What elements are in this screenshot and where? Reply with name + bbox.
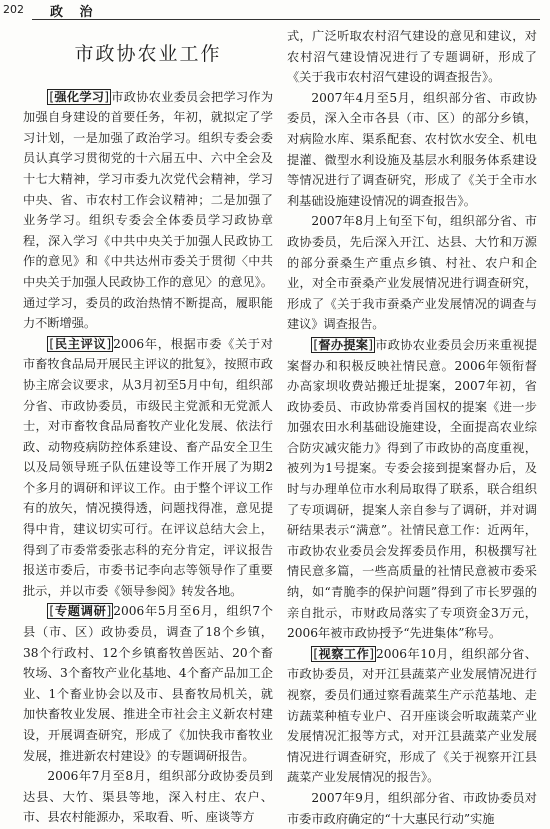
tag-proposals: [督办提案] (313, 337, 374, 352)
tag-inspection: [视察工作] (313, 646, 375, 661)
article-title: 市政协农业工作 (74, 43, 222, 65)
paragraph-study-text: 市政协农业委员会把学习作为加强自身建设的首要任务，年初，就拟定了学习计划，一是加强了政治学习。组织专委会委员认真学习贯彻党的十六届五中、六中全会及十七大精神，学习市委九次党代会精神，学习中央、省、市农村工作会议精神；二是加强了业务学习。组织专委会全体委员学习政协章程，深入学习《中共中央关于加强人民政协工作的意见》和《中共达州市委关于贯彻〈中共中央关于加强人民政协工作的意见〉的意见》。通过学习，委员的政治热情不断提高，履职能力不断增强。 (23, 89, 274, 331)
paragraph-proposals (287, 335, 537, 644)
paragraph-inspection-text: 2006年10月，组织部分省、市政协委员，对开江县蔬菜产业发展情况进行视察，委员们通过察看蔬菜生产示范基地、走访蔬菜种植专业户、召开座谈会听取蔬菜产业发展情况汇报等方式，对开江县蔬菜产业发展情况进行调查研究，形成了《关于视察开江县蔬菜产业发展情况的报告》。 (287, 646, 537, 785)
paragraph-research (23, 601, 273, 766)
page-number: 202 (3, 3, 24, 16)
paragraph-biogas-cont: 式，广泛听取农村沼气建设的意见和建议，对农村沼气建设情况进行了专题调研，形成了《关于我市农村沼气建设的调查报告》。 (287, 29, 537, 85)
tag-proposals-label: 督办提案 (318, 337, 369, 352)
paragraph-review (23, 334, 273, 602)
tag-study: [强化学习] (49, 89, 110, 104)
paragraph-biogas: 2006年7月至8月，组织部分政协委员到达县、大竹、渠县等地，深入村庄、农户、市、县农村能源办，采取看、听、座谈等方 (23, 769, 273, 825)
tag-inspection-label: 视察工作 (318, 646, 370, 661)
tag-review-label: 民主评议 (54, 336, 107, 351)
tag-research-label: 专题调研 (54, 604, 107, 619)
section-title: 政 治 (50, 5, 99, 20)
page-header (0, 0, 550, 24)
left-column (23, 26, 273, 828)
tag-research: [专题调研] (49, 604, 112, 619)
paragraph-inspection (287, 644, 537, 788)
tag-study-label: 强化学习 (54, 89, 105, 104)
paragraph-benefit: 2007年9月，组织部分省、市政协委员对市委市政府确定的“十大惠民行动”实施 (287, 790, 537, 826)
paragraph-review-text: 2006年，根据市委《关于对市畜牧食品局开展民主评议的批复》，按照市政协主席会议要求，从3月初至5月中旬，组织部分省、市政协委员，市级民主党派和无党派人士，对市畜牧食品局畜牧产业化发展、依法行政、动物疫病防控体系建设、畜产品安全卫生以及局领导班子队伍建设等工作开展了为期2个多月的调研和评议工作。由于整个评议工作有的放矢，情况摸得透，问题找得准，意见提得中肯，建议切实可行。在评议总结大会上，得到了市委常委张志科的充分肯定，评议报告报送市委后，市委书记李向志等领导作了重要批示，并以市委《领导参阅》转发各地。 (23, 336, 273, 598)
paragraph-proposals-text: 市政协农业委员会历来重视提案督办和积极反映社情民意。2006年领衔督办高家坝收费站搬迁址提案，2007年初，省政协委员、市政协常委肖国权的提案《进一步加强农田水利基础设施建设，全面提高农业综合防灾减灾能力》得到了市政协的高度重视，被列为1号提案。专委会接到提案督办后，及时与办理单位市水利局取得了联系，联合组织了专项调研，提案人亲自参与了调研，并对调研结果表示“满意”。社情民意工作：近两年，市政协农业委员会发挥委员作用，积极撰写社情民意多篇，一些高质量的社情民意被市委采纳，如“青脆李的保护问题”得到了市长罗强的亲自批示，市财政局落实了专项资金3万元，2006年被市政协授予“先进集体”称号。 (287, 337, 538, 641)
right-column (287, 26, 537, 829)
paragraph-silk: 2007年8月上旬至下旬，组织部分省、市政协委员，先后深入开江、达县、大竹和万源的部分蚕桑生产重点乡镇、村社、农户和企业，对全市蚕桑产业发展情况进行调查研究，形成了《关于我市蚕桑产业发展情况的调查与建议》调查报告。 (287, 214, 537, 332)
paragraph-research-text: 2006年5月至6月，组织7个县（市、区）政协委员，调查了18个乡镇，38个行政村、12个乡镇畜牧兽医站、20个畜牧场、3个畜牧产业化基地、4个畜产品加工企业、1个畜业协会以及市、县畜牧局机关，就加快畜牧业发展、推进全市社会主义新农村建设，开展调查研究，形成了《加快我市畜牧业发展，推进新农村建设》的专题调研报告。 (23, 604, 273, 763)
header-rule (32, 19, 540, 20)
paragraph-water: 2007年4月至5月，组织部分省、市政协委员，深入全市各县（市、区）的部分乡镇，对病险水库、渠系配套、农村饮水安全、机电提灌、微型水利设施及基层水利服务体系建设等情况进行了调查研究，形成了《关于全市水利基础设施建设情况的调查报告》。 (287, 90, 537, 208)
tag-review: [民主评议] (49, 336, 112, 351)
paragraph-study (23, 87, 273, 334)
